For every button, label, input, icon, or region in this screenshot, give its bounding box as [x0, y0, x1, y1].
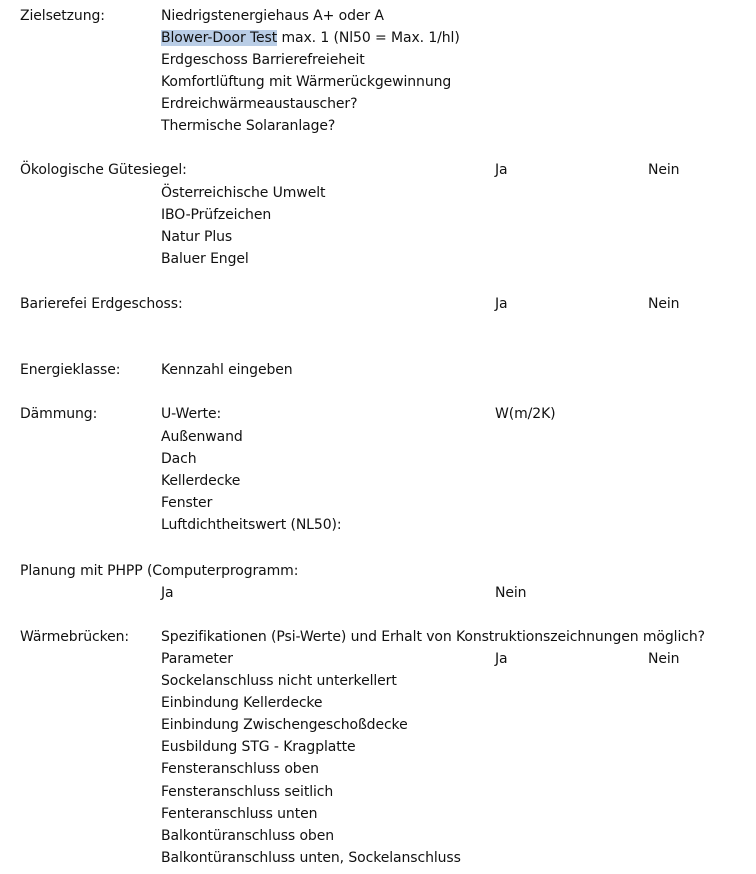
- guetesiegel-nein: Nein: [648, 162, 680, 178]
- waermebruecken-spec: Spezifikationen (Psi-Werte) und Erhalt von Konstruktionszeichnungen möglich?: [161, 629, 705, 645]
- waermebruecken-parameter: Parameter: [161, 651, 233, 667]
- guetesiegel-item: Baluer Engel: [161, 251, 249, 267]
- zielsetzung-item-2: [161, 29, 460, 47]
- zielsetzung-item-4: Komfortlüftung mit Wärmerückgewinnung: [161, 74, 452, 90]
- daemmung-uwerte: U-Werte:: [161, 406, 222, 422]
- guetesiegel-ja: Ja: [495, 162, 508, 178]
- energie-value: Kennzahl eingeben: [161, 362, 293, 378]
- phpp-nein: Nein: [495, 585, 527, 601]
- daemmung-item: Luftdichtheitswert (NL50):: [161, 517, 342, 533]
- guetesiegel-item: Natur Plus: [161, 229, 233, 245]
- daemmung-label: Dämmung:: [20, 406, 98, 422]
- zielsetzung-item-6: Thermische Solaranlage?: [161, 118, 336, 134]
- daemmung-item: Dach: [161, 451, 197, 467]
- zielsetzung-item-3: Erdgeschoss Barrierefreieheit: [161, 52, 365, 68]
- daemmung-item: Fenster: [161, 495, 213, 511]
- waermebruecken-item: Fensteranschluss seitlich: [161, 784, 334, 800]
- guetesiegel-item: Österreichische Umwelt: [161, 185, 326, 201]
- waermebruecken-label: Wärmebrücken:: [20, 629, 130, 645]
- guetesiegel-label: Ökologische Gütesiegel:: [20, 162, 187, 178]
- daemmung-item: Kellerdecke: [161, 473, 241, 489]
- barriere-ja: Ja: [495, 296, 508, 312]
- daemmung-unit: W(m/2K): [495, 406, 556, 422]
- daemmung-item: Außenwand: [161, 429, 243, 445]
- zielsetzung-label: Zielsetzung:: [20, 8, 105, 24]
- barriere-label: Barierefei Erdgeschoss:: [20, 296, 183, 312]
- barriere-nein: Nein: [648, 296, 680, 312]
- zielsetzung-item-2-rest: max. 1 (Nl50 = Max. 1/hl): [277, 30, 460, 46]
- waermebruecken-item: Balkontüranschluss oben: [161, 828, 334, 844]
- waermebruecken-item: Fenteranschluss unten: [161, 806, 318, 822]
- waermebruecken-ja: Ja: [495, 651, 508, 667]
- zielsetzung-item-5: Erdreichwärmeaustauscher?: [161, 96, 358, 112]
- guetesiegel-item: IBO-Prüfzeichen: [161, 207, 272, 223]
- phpp-label: Planung mit PHPP (Computerprogramm:: [20, 563, 299, 579]
- waermebruecken-item: Einbindung Kellerdecke: [161, 695, 323, 711]
- selected-text-highlight[interactable]: Blower-Door Test: [161, 30, 278, 46]
- waermebruecken-item: Einbindung Zwischengeschoßdecke: [161, 717, 408, 733]
- waermebruecken-item: Fensteranschluss oben: [161, 761, 319, 777]
- phpp-ja: Ja: [161, 585, 174, 601]
- waermebruecken-item: Eusbildung STG - Kragplatte: [161, 739, 356, 755]
- waermebruecken-nein: Nein: [648, 651, 680, 667]
- zielsetzung-item-1: Niedrigstenergiehaus A+ oder A: [161, 8, 384, 24]
- energie-label: Energieklasse:: [20, 362, 121, 378]
- waermebruecken-item: Balkontüranschluss unten, Sockelanschluss: [161, 850, 461, 866]
- waermebruecken-item: Sockelanschluss nicht unterkellert: [161, 673, 397, 689]
